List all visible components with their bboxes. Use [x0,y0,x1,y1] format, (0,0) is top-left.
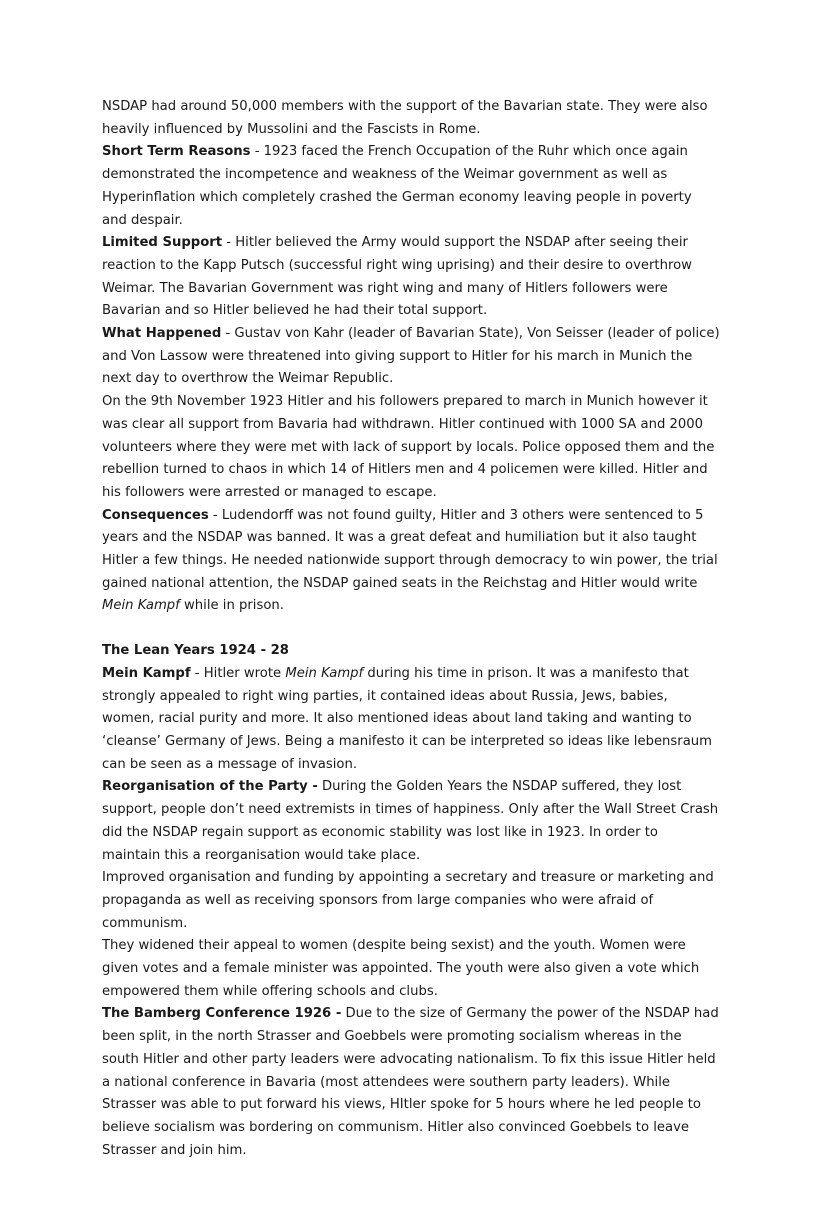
section-spacer [102,618,720,640]
paragraph-short-term-reasons [102,141,720,232]
paragraph-lead: Short Term Reasons [102,144,251,160]
paragraph-lead: What Happened [102,326,222,342]
paragraph-lead: The Bamberg Conference 1926 - [102,1006,342,1022]
paragraph-text: - Hitler wrote [190,665,286,681]
paragraph-what-happened [102,323,720,391]
paragraph-intro [102,96,720,141]
paragraph-text: - 1923 faced the French Occupation of the Ruhr which once again demonstrated the incompetence and weakness of the Weimar government as well as Hyperinflation which completely crashed the German economy leaving people in poverty and despair. [102,144,692,228]
paragraph-bamberg-conference [102,1003,720,1162]
paragraph-improved-organisation [102,867,720,935]
paragraph-widened-appeal [102,935,720,1003]
paragraph-text-tail: while in prison. [179,598,284,614]
paragraph-reorganisation [102,776,720,867]
paragraph-text: - Hitler believed the Army would support the NSDAP after seeing their reaction to the Kapp Putsch (successful right wing uprising) and their desire to overthrow Weimar. The Bavarian Government was right wing and many of Hitlers followers were Bavarian and so Hitler believed he had their total support. [102,235,692,319]
paragraph-text: On the 9th November 1923 Hitler and his followers prepared to march in Munich however it was clear all support from Bavaria had withdrawn. Hitler continued with 1000 SA and 2000 volunteers where they were met with lack of support by locals. Police opposed them and the rebellion turned to chaos in which 14 of Hitlers men and 4 policemen were killed. Hitler and his followers were arrested or managed to escape. [102,394,715,500]
paragraph-text-tail: during his time in prison. It was a manifesto that strongly appealed to right wing parties, it contained ideas about Russia, Jews, babies, women, racial purity and more. It also mentioned ideas about land taking and wanting to ‘cleanse’ Germany of Jews. Being a manifesto it can be interpreted so ideas like lebensraum can be seen as a message of invasion. [102,665,712,772]
paragraph-lead: Reorganisation of the Party - [102,779,318,795]
paragraph-text: - Gustav von Kahr (leader of Bavarian State), Von Seisser (leader of police) and Von Lassow were threatened into giving support to Hitler for his march in Munich the next day to overthrow the Weimar Republic. [102,326,720,387]
paragraph-mein-kampf [102,663,720,777]
paragraph-lead: Mein Kampf [102,665,191,681]
paragraph-lead: Limited Support [102,235,223,251]
paragraph-lead: Consequences [102,507,209,523]
paragraph-text: - Ludendorff was not found guilty, Hitler and 3 others were sentenced to 5 years and the NSDAP was banned. It was a great defeat and humiliation but it also taught Hitler a few things. He needed nationwide support through democracy to win power, the trial gained national attention, the NSDAP gained seats in the Reichstag and Hitler would write [102,507,718,591]
paragraph-consequences [102,505,720,619]
paragraph-text: NSDAP had around 50,000 members with the support of the Bavarian state. They were also heavily influenced by Mussolini and the Fascists in Rome. [102,99,708,137]
section-heading-lean-years: The Lean Years 1924 - 28 [102,643,289,659]
paragraph-text: Due to the size of Germany the power of the NSDAP had been split, in the north Strasser and Goebbels were promoting socialism whereas in the south Hitler and other party leaders were advocating nationalism. To fix this issue Hitler held a national conference in Bavaria (most attendees were southern party leaders). While Strasser was able to put forward his views, HItler spoke for 5 hours where he led people to believe socialism was bordering on communism. Hitler also convinced Goebbels to leave Strasser and join him. [102,1006,719,1158]
paragraph-limited-support [102,232,720,323]
book-title-mein-kampf: Mein Kampf [285,665,364,681]
paragraph-text: During the Golden Years the NSDAP suffered, they lost support, people don’t need extremists in times of happiness. Only after the Wall Street Crash did the NSDAP regain support as economic stability was lost like in 1923. In order to maintain this a reorganisation would take place. [102,779,719,863]
document-body [102,96,720,1162]
book-title-mein-kampf: Mein Kampf [102,598,180,614]
paragraph-march-on-munich [102,391,720,505]
paragraph-text: They widened their appeal to women (despite being sexist) and the youth. Women were given votes and a female minister was appointed. The youth were also given a vote which empowered them while offering schools and clubs. [102,938,700,999]
paragraph-text: Improved organisation and funding by appointing a secretary and treasure or marketing and propaganda as well as receiving sponsors from large companies who were afraid of communism. [102,870,714,931]
